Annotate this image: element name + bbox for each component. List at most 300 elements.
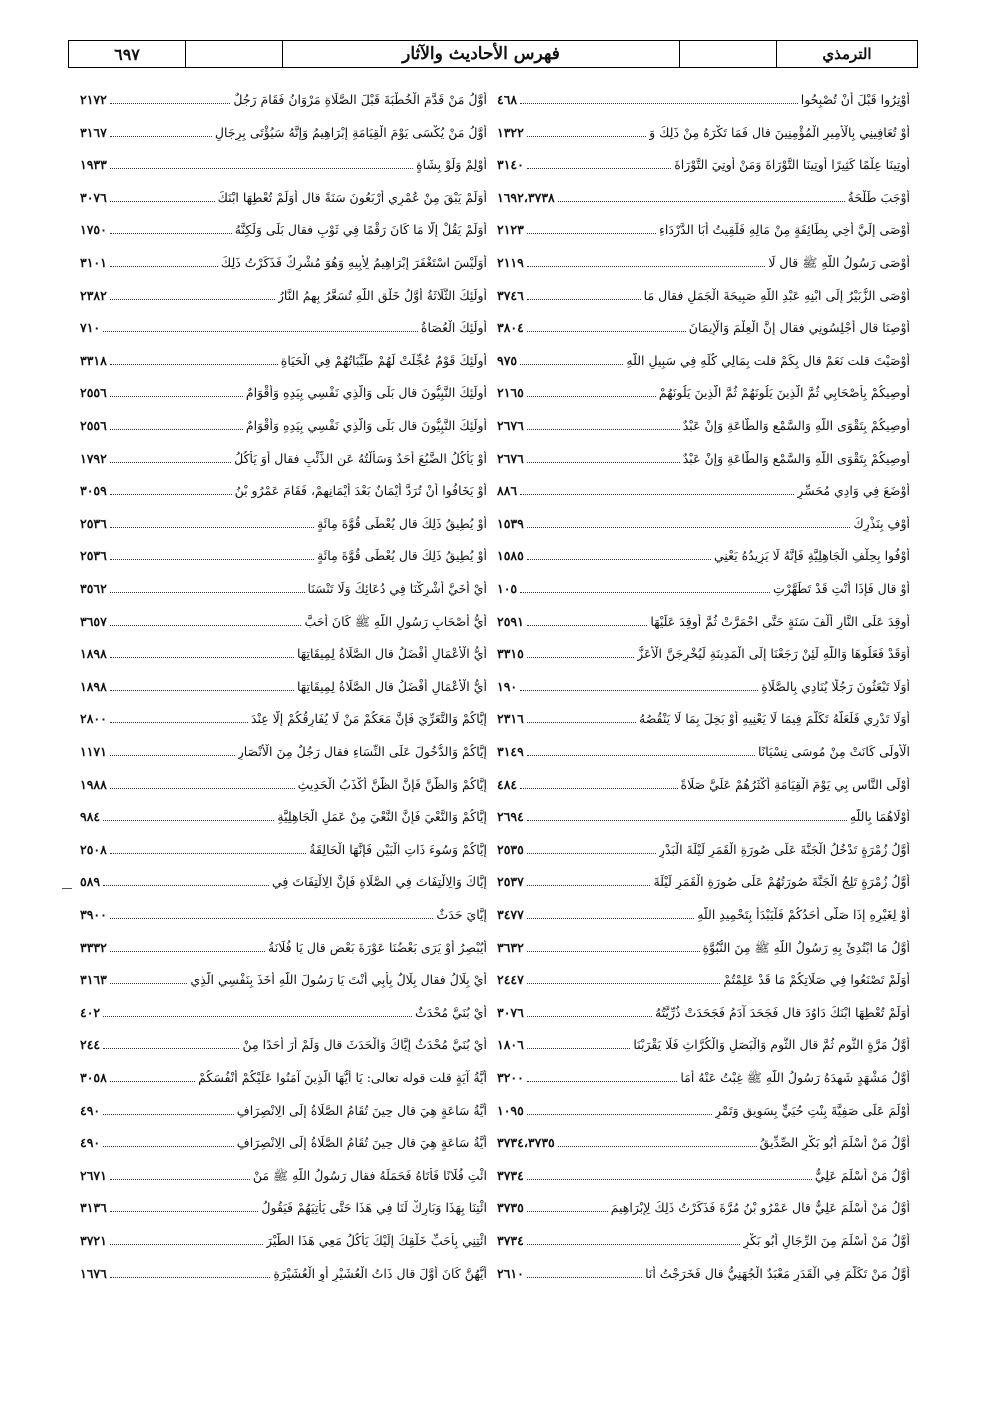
index-entry [493,740,918,760]
hadith-number: ٤٦٨ [497,92,518,107]
leader-dots [110,625,302,626]
hadith-number: ٤٠٢ [80,1004,101,1020]
hadith-number: ١٩٠ [497,678,518,694]
leader-dots [527,853,656,854]
hadith-text: أَيُّهُنَّ كَانَ أَوَّلَ قال ذَاتُ الْعُشَيْرِ أَوِ الْعُشَيْرَةِ [273,1265,487,1281]
hadith-text: أَوَّلُ زُمْرَةٍ تَدْخُلُ الْجَنَّةَ عَلَى صُورَةِ الْقَمَرِ لَيْلَةَ الْبَدْرِ [658,841,910,857]
leader-dots [527,429,680,430]
hadith-text: أُولَئِكَ الْعُصَاةُ [420,320,487,336]
right-column [493,88,918,1288]
index-entry [493,642,918,662]
index-entry [493,936,918,956]
index-entry [493,544,918,564]
hadith-text: أَوْلَاهُمَا بِاللَّهِ [849,809,910,825]
hadith-number: ٢٥٥٦ [80,385,107,401]
index-entry [493,381,918,401]
index-entry [493,1196,918,1216]
hadith-text: أَوْصَى رَسُولُ اللَّهِ ﷺ قال لَا [768,255,910,270]
leader-dots [527,299,641,300]
leader-dots [110,1211,259,1212]
hadith-number: ٢٣١٦ [497,711,524,727]
index-columns [68,88,918,1288]
hadith-number: ٣٠٧٦ [497,1004,524,1020]
hadith-text: أَوَلَمْ يَبْقَ مِنْ عُمْرِي أَرْبَعُونَ سَنَةً قال أَوَلَمْ تُعْطِهَا ابْنَكَ [217,189,487,205]
hadith-number: ٣٤٧٧ [497,907,524,922]
index-entry [493,838,918,858]
hadith-text: أَيْ بُنَيَّ مُحْدَثٌ إِيَّاكَ وَالْحَدَثَ قال وَلَمْ أَرَ أَحَدًا مِنْ [242,1037,487,1053]
hadith-number: ٩٨٤ [80,809,101,825]
leader-dots [527,625,647,626]
index-entry [68,642,493,662]
hadith-text: أَوْ يَأْكُلُ الضَّبُعَ أَحَدٌ وَسَأَلْتُهُ عَنِ الذِّئْبِ فقال أَوَ يَأْكُلُ [234,450,487,466]
leader-dots [527,559,711,560]
leader-dots [527,722,636,723]
hadith-text: إِيَّاكَ وَالِالْتِفَاتَ فِي الصَّلَاةِ فَإِنَّ الِالْتِفَاتَ فِي [272,874,487,890]
hadith-text: أَوْصَى الزُّبَيْرُ إِلَى ابْنِهِ عَبْدِ اللَّهِ صَبِيحَةَ الْجَمَلِ فقال مَا [643,287,910,303]
leader-dots [110,918,434,919]
hadith-number: ١٨٩٨ [80,678,107,694]
hadith-number: ٣١٦٣ [80,972,107,988]
index-entry [493,610,918,630]
index-entry [68,936,493,956]
hadith-number: ١٨٠٦ [497,1037,524,1053]
leader-dots [527,136,646,137]
hadith-number: ٣٧٣٤،٣٧٣٥ [497,1135,555,1151]
leader-dots [103,1048,239,1049]
hadith-text: أَوْفِ بِنَذْرِكَ [853,515,910,531]
hadith-number: ٣٥٦٢ [80,581,107,596]
hadith-text: أَوَقَدْ فَعَلُوهَا وَاللَّهِ لَئِنْ رَجَعْنَا إِلَى الْمَدِينَةِ لَيُخْرِجَنَّ الْأَعَزُّ [637,646,910,662]
leader-dots [103,1016,412,1017]
leader-dots [520,592,770,593]
hadith-number: ٢٦١٠ [497,1265,524,1281]
hadith-number: ١٧٩٢ [80,450,107,466]
index-entry [493,479,918,499]
index-entry [68,838,493,858]
leader-dots [527,1244,740,1245]
leader-dots [527,1277,642,1278]
hadith-text: أَوَّلُ مَشْهَدٍ شَهِدَهُ رَسُولُ اللَّهِ ﷺ غِبْتُ عَنْهُ أَمَا [680,1070,910,1085]
index-entry [68,740,493,760]
hadith-text: إِيَّايَ حَدَثٌ [436,907,487,922]
hadith-text: إِيَّاكُمْ وَسُوءَ ذَاتِ الْبَيْنِ فَإِنَّهَا الْحَالِقَةُ [309,841,487,857]
index-entry [68,1229,493,1249]
hadith-text: أَيَّةُ سَاعَةٍ هِيَ قال حِينَ تُقَامُ الصَّلَاةُ إِلَى الِانْصِرَافِ [236,1102,487,1118]
hadith-text: ائْتِنَا بِهَذَا وَبَارِكْ لَنَا فِي هَذَا حَتَّى يَأْتِيَهُمْ فَيَقُولُ [261,1200,487,1216]
hadith-number: ٣٣١٨ [80,352,107,368]
leader-dots [527,331,686,332]
hadith-text: أَوْ يَخَافُوا أَنْ تُرَدَّ أَيْمَانٌ بَعْدَ أَيْمَانِهِمْ، فَقَامَ عَمْرُو بْنُ [234,483,487,499]
hadith-text: أَوَّلُ مَنْ أَسْلَمَ أَبُو بَكْرٍ الصِّدِّيقُ [759,1135,910,1151]
leader-dots [110,168,413,169]
index-entry [493,577,918,597]
hadith-number: ٢٥٣٥ [497,841,524,857]
hadith-text: أَوَّلُ زُمْرَةٍ تَلِجُ الْجَنَّةَ صُورَتُهُمْ عَلَى صُورَةِ الْقَمَرِ لَيْلَةَ [653,874,910,890]
hadith-text: أُوصِيكُمْ بِتَقْوَى اللَّهِ وَالسَّمْعِ وَالطَّاعَةِ وَإِنْ عَبْدٌ [682,450,910,466]
hadith-number: ٢٤٤٧ [497,972,524,988]
hadith-text: أَوَلَمْ يَقُلْ إِلَّا مَا كَانَ رَقْمًا فِي ثَوْبٍ فقال بَلَى وَلَكِنَّهُ [234,222,487,238]
index-entry [493,773,918,793]
leader-dots [110,788,295,789]
leader-dots [520,364,623,365]
hadith-text: أَوْ يُطِيقُ ذَلِكَ قال يُعْطَى قُوَّةَ مِائَةٍ [317,515,487,531]
hadith-text: أَوَلَيْسَ اسْتَغْفَرَ إِبْرَاهِيمُ لِأَبِيهِ وَهُوَ مُشْرِكٌ فَذَكَرْتُ ذَلِكَ [220,255,487,270]
hadith-text: أَوْ تُعَافِينِي بِالْأَمِيرِ الْمُؤْمِنِينَ قال فَمَا تَكْرَهُ مِنْ ذَلِكَ وَ [649,124,910,140]
leader-dots [558,201,845,202]
hadith-text: أُوقِدَ عَلَى النَّارِ أَلْفَ سَنَةٍ حَتَّى احْمَرَّتْ ثُمَّ أُوقِدَ عَلَيْهَا [650,613,910,629]
index-entry [68,1196,493,1216]
index-entry [493,414,918,434]
hadith-text: أَيَّةُ سَاعَةٍ هِيَ قال حِينَ تُقَامُ الصَّلَاةُ إِلَى الِانْصِرَافِ [236,1135,487,1151]
index-entry [68,1131,493,1151]
hadith-number: ٤٩٠ [80,1102,101,1118]
leader-dots [527,918,694,919]
hadith-text: أَوْ لِغَيْرِهِ إِذَا صَلَّى أَحَدُكُمْ فَلْيَبْدَأْ بِتَحْمِيدِ اللَّهِ [697,907,910,922]
index-entry [68,1262,493,1282]
index-entry [68,903,493,923]
hadith-number: ٢٦٧٦ [497,450,524,466]
index-entry [493,512,918,532]
index-entry [493,1033,918,1053]
index-entry [68,1164,493,1184]
hadith-number: ٢٣٨٢ [80,287,107,303]
hadith-text: أَوْصَى إِلَيَّ أَخِي بِطَائِفَةٍ مِنْ مَالِهِ فَلَقِيتُ أَبَا الدَّرْدَاءِ [659,222,910,238]
index-entry [493,218,918,238]
leader-dots [558,1146,757,1147]
hadith-number: ١٨٩٨ [80,646,107,662]
leader-dots [110,592,305,593]
index-entry [68,870,493,890]
hadith-text: أَوْ يُطِيقُ ذَلِكَ قال يُعْطَى قُوَّةَ مِائَةٍ [317,548,487,564]
hadith-text: أَوَلَا تَبْعَثُونَ رَجُلًا يُنَادِي بِالصَّلَاةِ [761,678,910,694]
hadith-number: ٣١٠١ [80,255,107,270]
index-entry [68,153,493,173]
index-entry [68,1099,493,1119]
index-entry [493,153,918,173]
hadith-text: ائْتِنِي بِأَحَبِّ خَلْقِكَ إِلَيْكَ يَأْكُلُ مَعِي هَذَا الطَّيْرَ [265,1233,487,1248]
hadith-number: ٢١١٩ [497,255,524,270]
hadith-text: ائْتِ فُلَانًا فَأَتَاهُ فَحَمَلَهُ فقال رَسُولُ اللَّهِ ﷺ مَنْ [252,1167,487,1183]
hadith-text: أُولَئِكَ الثَّلَاثَةُ أَوَّلُ خَلْقِ اللَّهِ تُسَعَّرُ بِهِمُ النَّارُ [277,287,487,303]
leader-dots [110,136,212,137]
leader-dots [110,951,265,952]
hadith-number: ١٥٨٥ [497,548,524,564]
leader-dots [103,1146,234,1147]
hadith-number: ٣١٤٠ [497,157,524,173]
hadith-number: ٢٥٣٦ [80,548,107,564]
hadith-number: ١٠٩٥ [497,1102,524,1118]
leader-dots [110,559,314,560]
index-entry [493,186,918,206]
leader-dots [520,103,798,104]
hadith-text: أُولَئِكَ النَّبِيُّونَ قال بَلَى وَالَّذِي نَفْسِي بِيَدِهِ وَأَقْوَامٌ [245,385,487,401]
index-entry [68,610,493,630]
hadith-text: أَوَّلُ مَا ابْتُدِئَ بِهِ رَسُولُ اللَّهِ ﷺ مِنَ النُّبُوَّةِ [702,939,910,955]
leader-dots [527,233,656,234]
leader-dots [103,820,274,821]
hadith-text: أَيَّةُ آيَةٍ قلت قوله تعالى: يَا أَيُّهَا الَّذِينَ آمَنُوا عَلَيْكُمْ أَنْفُسَكُمْ [198,1070,487,1085]
hadith-number: ٣٦٥٧ [80,613,107,629]
hadith-number: ٣٣٣٢ [80,939,107,955]
leader-dots [520,788,677,789]
hadith-number: ١٣٢٢ [497,124,524,140]
hadith-text: إِيَّاكُمْ وَالتَّعَرِّيَ فَإِنَّ مَعَكُمْ مَنْ لَا يُفَارِقُكُمْ إِلَّا عِنْدَ [250,711,487,727]
hadith-number: ٢١٧٢ [80,92,107,107]
hadith-number: ٢٥٥٦ [80,418,107,433]
leader-dots [527,1048,631,1049]
leader-dots [110,1179,250,1180]
hadith-number: ٣١٤٩ [497,744,524,759]
leader-dots [527,820,847,821]
hadith-text: أَيْ بِلَالُ فقال بِلَالٌ بِأَبِي أَنْتَ يَا رَسُولَ اللَّهِ أَخَذَ بِنَفْسِي الَّذِي [190,972,487,988]
hadith-text: أَيُّ الْأَعْمَالِ أَفْضَلُ قال الصَّلَاةُ لِمِيقَاتِهَا [296,646,487,662]
header-blank-cell [679,41,776,67]
index-entry [493,1001,918,1021]
page [68,40,918,1281]
leader-dots [110,201,215,202]
leader-dots [103,331,418,332]
index-entry [68,773,493,793]
hadith-number: ١٠٥ [497,581,518,596]
index-entry [68,349,493,369]
leader-dots [110,266,218,267]
leader-dots [110,657,294,658]
leader-dots [110,1244,263,1245]
left-column [68,88,493,1288]
hadith-text: أَيُّ أَصْحَابِ رَسُولِ اللَّهِ ﷺ كَانَ أَحَبَّ [304,613,487,629]
hadith-text: أَوَّلُ مَنْ أَسْلَمَ مِنَ الرِّجَالِ أَبُو بَكْرٍ [743,1233,910,1248]
index-entry [493,316,918,336]
hadith-number: ٢١٦٥ [497,385,524,401]
hadith-text: أَوَّلُ مَنْ أَسْلَمَ عَلِيٌّ [814,1167,910,1183]
index-entry [68,186,493,206]
hadith-number: ٢٦٧٦ [497,418,524,433]
hadith-number: ٣٠٥٩ [80,483,107,499]
index-entry [493,1099,918,1119]
leader-dots [520,690,758,691]
hadith-number: ٣٧٢١ [80,1233,107,1248]
leader-dots [527,527,851,528]
hadith-text: أُوصِيكُمْ بِتَقْوَى اللَّهِ وَالسَّمْعِ وَالطَّاعَةِ وَإِنْ عَبْدٌ [682,418,910,433]
hadith-text: إِيَّاكُمْ وَالظَّنَّ فَإِنَّ الظَّنَّ أَكْذَبُ الْحَدِيثِ [297,776,487,792]
hadith-number: ٣٧٣٤ [497,1167,524,1183]
leader-dots [110,853,306,854]
index-entry [68,1066,493,1086]
hadith-text: أَوْفُوا بِحِلْفِ الْجَاهِلِيَّةِ فَإِنَّهُ لَا يَزِيدُهُ يَعْنِي [713,548,910,564]
hadith-number: ١٩٣٣ [80,157,107,173]
hadith-number: ٣٢٠٠ [497,1070,524,1085]
hadith-number: ٣٧٤٦ [497,287,524,303]
index-entry [68,284,493,304]
hadith-text: أَوْضَعَ فِي وَادِي مُحَسِّرٍ [797,483,910,499]
hadith-number: ٩٧٥ [497,352,518,368]
index-entry [68,577,493,597]
index-entry [68,447,493,467]
index-entry [68,1001,493,1021]
leader-dots [527,755,755,756]
index-entry [68,675,493,695]
hadith-number: ٤٩٠ [80,1135,101,1151]
hadith-number: ٣١٦٧ [80,124,107,140]
leader-dots [527,1179,812,1180]
hadith-text: أَوَّلُ مَرَّةٍ الثُّومِ ثُمَّ قال الثُّومِ وَالْبَصَلِ وَالْكُرَّاثِ فَلَا يَقْرَبْنَا [633,1037,910,1053]
hadith-text: أُولَئِكَ النَّبِيُّونَ قال بَلَى وَالَّذِي نَفْسِي بِيَدِهِ وَأَقْوَامٌ [245,418,487,433]
hadith-number: ١١٧١ [80,744,107,759]
leader-dots [527,1114,712,1115]
page-header [68,40,918,68]
leader-dots [110,494,232,495]
hadith-text: إِيَّاكُمْ وَالنَّعْيَ فَإِنَّ النَّعْيَ مِنْ عَمَلِ الْجَاهِلِيَّةِ [277,809,487,825]
hadith-text: أَوَّلُ مَنْ تَكَلَّمَ فِي الْقَدَرِ مَعْبَدٌ الْجُهَنِيُّ قال فَخَرَجْتُ أَنَا [645,1265,910,1281]
leader-dots [520,494,794,495]
index-entry [493,349,918,369]
index-entry [493,968,918,988]
hadith-text: الْأُولَى كَانَتْ مِنْ مُوسَى نِسْيَانًا [757,744,910,759]
leader-dots [110,396,243,397]
hadith-number: ٤٨٤ [497,776,518,792]
index-entry [493,1066,918,1086]
index-entry [68,121,493,141]
hadith-number: ٢٥٣٦ [80,515,107,531]
index-entry [68,414,493,434]
leader-dots [110,1081,195,1082]
hadith-text: أَوْ قال فَإِذَا أَنْتِ قَدْ تَطَهَّرْتِ [773,581,910,596]
hadith-text: أَوْلَمَ عَلَى صَفِيَّةَ بِنْتِ حُيَيٍّ بِسَوِيقٍ وَتَمْرٍ [715,1102,910,1118]
hadith-number: ٢٤٤ [80,1037,101,1053]
index-entry [493,1164,918,1184]
index-entry [493,675,918,695]
hadith-number: ١٩٨٨ [80,776,107,792]
margin-mark [62,888,72,889]
index-entry [493,1131,918,1151]
hadith-text: أَوَّلُ مَنْ قَدَّمَ الْخُطْبَةَ قَبْلَ الصَّلَاةِ مَرْوَانُ فَقَامَ رَجُلٌ [233,92,487,107]
hadith-text: أَوْصِنَا قال أَجْلِسُونِي فقال إِنَّ الْعِلْمَ وَالْإِيمَانَ [688,320,910,336]
index-entry [493,903,918,923]
hadith-number: ٢٥٩١ [497,613,524,629]
hadith-number: ٧١٠ [80,320,101,336]
index-entry [493,447,918,467]
index-entry [68,251,493,271]
leader-dots [527,396,656,397]
hadith-number: ٣٩٠٠ [80,907,107,922]
book-name: الترمذي [776,41,917,67]
leader-dots [110,429,243,430]
page-title: فهرس الأحاديث والآثار [282,41,679,67]
hadith-number: ١٦٩٢،٣٧٣٨ [497,189,555,205]
hadith-number: ٣٠٥٨ [80,1070,107,1085]
hadith-number: ٨٨٦ [497,483,518,499]
hadith-number: ٥٨٩ [80,874,101,890]
leader-dots [103,1114,234,1115]
hadith-text: أَوَّلُ مَنْ يُكْسَى يَوْمَ الْقِيَامَةِ إِبْرَاهِيمُ وَإِنَّهُ سَيُؤْتَى بِرِجَالٍ [214,124,487,140]
index-entry [68,707,493,727]
hadith-number: ٣١٣٦ [80,1200,107,1216]
leader-dots [110,722,248,723]
leader-dots [110,983,188,984]
index-entry [68,381,493,401]
index-entry [493,121,918,141]
hadith-number: ٣٣١٥ [497,646,524,662]
hadith-number: ٢٥٠٨ [80,841,107,857]
hadith-text: أَيُبْصِرُ أَوْ يَرَى بَعْضُنَا عَوْرَةَ بَعْضٍ قال يَا فُلَانَةُ [268,939,487,955]
hadith-number: ٢١٢٣ [497,222,524,238]
index-entry [493,284,918,304]
hadith-number: ١٦٧٦ [80,1265,107,1281]
index-entry [68,218,493,238]
hadith-text: أُوتِينَا عِلْمًا كَثِيرًا أُوتِينَا التَّوْرَاةَ وَمَنْ أُوتِيَ التَّوْرَاةَ [674,157,910,173]
hadith-text: أَوْتِرُوا قَبْلَ أَنْ تُصْبِحُوا [800,92,910,107]
index-entry [68,805,493,825]
hadith-text: أَوَلَا تَدْرِي فَلَعَلَّهُ تَكَلَّمَ فِيمَا لَا يَعْنِيهِ أَوْ بَخِلَ بِمَا لَا يَنْقُصُهُ [639,711,910,727]
leader-dots [110,755,235,756]
hadith-text: أَوَّلُ مَنْ أَسْلَمَ عَلِيٌّ قال عَمْرُو بْنُ مُرَّةَ فَذَكَرْتُ ذَلِكَ لِإِبْرَاهِيمَ [610,1200,910,1216]
hadith-number: ٢٥٣٧ [497,874,524,890]
leader-dots [110,103,230,104]
leader-dots [110,462,231,463]
index-entry [493,805,918,825]
hadith-number: ٣٠٧٦ [80,189,107,205]
index-entry [493,1262,918,1282]
leader-dots [527,983,720,984]
hadith-text: أَوَلَمْ تَصْنَعُوا فِي صَلَاتِكُمْ مَا قَدْ عَلِمْتُمْ [723,972,910,988]
leader-dots [110,299,275,300]
index-entry [493,870,918,890]
hadith-text: أُوصِيكُمْ بِأَصْحَابِي ثُمَّ الَّذِينَ يَلُونَهُمْ ثُمَّ الَّذِينَ يَلُونَهُمْ [658,385,910,401]
hadith-number: ٣٦٣٢ [497,939,524,955]
leader-dots [527,1016,652,1017]
index-entry [493,707,918,727]
leader-dots [527,951,700,952]
hadith-text: أَوْلَى النَّاسِ بِي يَوْمَ الْقِيَامَةِ أَكْثَرُهُمْ عَلَيَّ صَلَاةً [680,776,910,792]
leader-dots [527,462,680,463]
hadith-text: أُولَئِكَ قَوْمٌ عُجِّلَتْ لَهُمْ طَيِّبَاتُهُمْ فِي الْحَيَاةِ [280,352,487,368]
hadith-number: ٢٦٧١ [80,1167,107,1183]
index-entry [68,479,493,499]
hadith-text: أَوْلِمْ وَلَوْ بِشَاةٍ [416,157,487,173]
index-entry [68,512,493,532]
leader-dots [527,885,651,886]
index-entry [68,88,493,108]
hadith-text: أَيُّ الْأَعْمَالِ أَفْضَلُ قال الصَّلَاةُ لِمِيقَاتِهَا [296,678,487,694]
leader-dots [103,885,269,886]
hadith-number: ١٧٥٠ [80,222,107,238]
hadith-number: ٢٨٠٠ [80,711,107,727]
index-entry [493,88,918,108]
leader-dots [110,364,278,365]
index-entry [68,968,493,988]
index-entry [493,1229,918,1249]
index-entry [68,544,493,564]
hadith-number: ٣٨٠٤ [497,320,524,336]
hadith-text: أَوْصَيْتَ قلت نَعَمْ قال بِكَمْ قلت بِمَالِي كُلِّهِ فِي سَبِيلِ اللَّهِ [626,352,910,368]
page-number: ٦٩٧ [114,44,140,64]
header-blank-cell [185,41,282,67]
hadith-text: أَيْ بُنَيَّ مُحْدَثٌ [415,1004,487,1020]
hadith-text: أَيْ أُخَيَّ أَشْرِكْنَا فِي دُعَائِكَ وَلَا تَنْسَنَا [307,581,487,596]
hadith-text: أَوَلَمْ تُعْطِهَا ابْنَكَ دَاوُدَ قال فَجَحَدَ آدَمُ فَجَحَدَتْ ذُرِّيَّتُهُ [655,1004,910,1020]
hadith-number: ٣٧٣٤ [497,1233,524,1248]
leader-dots [527,168,671,169]
index-entry [68,1033,493,1053]
leader-dots [110,527,314,528]
hadith-number: ٣٧٣٥ [497,1200,524,1216]
leader-dots [527,1081,677,1082]
leader-dots [110,690,294,691]
leader-dots [527,1211,608,1212]
leader-dots [110,1277,271,1278]
index-entry [68,316,493,336]
leader-dots [110,233,232,234]
